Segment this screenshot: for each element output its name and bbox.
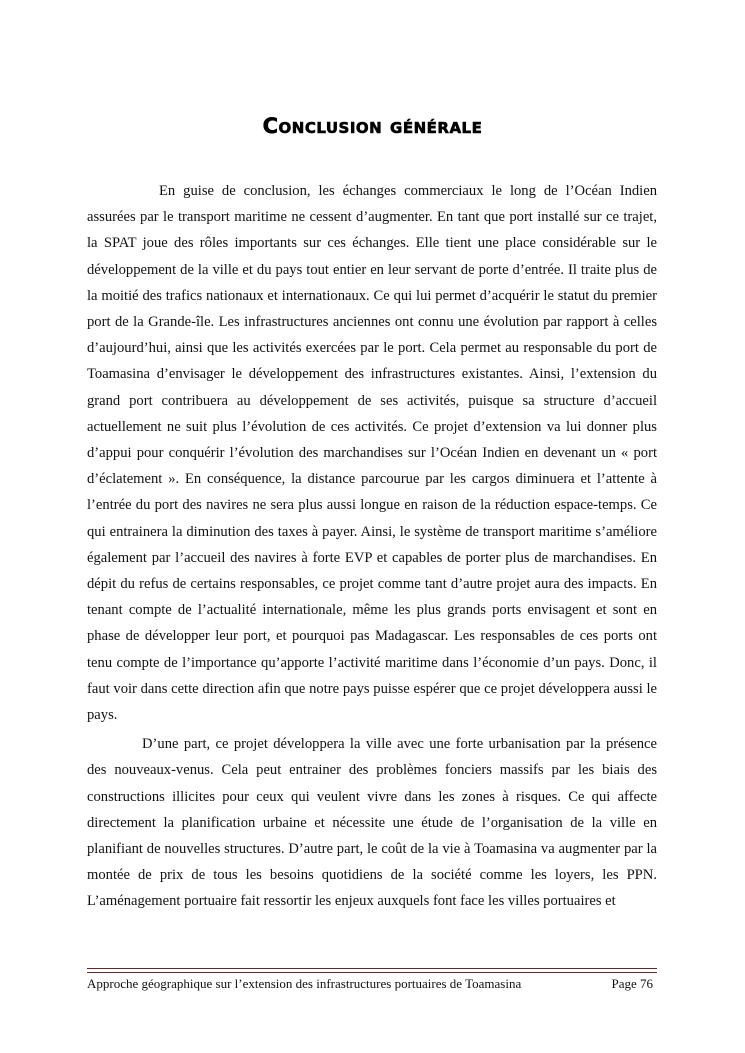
footer-running-title: Approche géographique sur l’extension des infrastructures portuaires de Toamasina [87, 976, 522, 991]
paragraph-1: En guise de conclusion, les échanges commerciaux le long de l’Océan Indien assurées par le transport maritime ne cessent d’augmenter. En tant que port installé sur ce trajet, la SPAT joue des rôles importants sur ces échanges. Elle tient une place considérable sur le développement de la ville et du pays tout entier en leur servant de porte d’entrée. Il traite plus de la moitié des trafics nationaux et internationaux. Ce qui lui permet d’acquérir le statut du premier port de la Grande-île. Les infrastructures anciennes ont connu une évolution par rapport à celles d’aujourd’hui, ainsi que les activités exercées par le port. Cela permet au responsable du port de Toamasina d’envisager le développement des infrastructures existantes. Ainsi, l’extension du grand port contribuera au développement de ses activités, puisque sa structure d’accueil actuellement ne suit plus l’évolution de ces activités. Ce projet d’extension va lui donner plus d’appui pour conquérir l’évolution des marchandises sur l’Océan Indien en devenant un « port d’éclatement ». En conséquence, la distance parcourue par les cargos diminuera et l’attente à l’entrée du port des navires ne sera plus aussi longue en raison de la réduction espace-temps. Ce qui entrainera la diminution des taxes à payer. Ainsi, le système de transport maritime s’améliore également par l’accueil des navires à forte EVP et capables de porter plus de marchandises. En dépit du refus de certains responsables, ce projet comme tant d’autre projet aura des impacts. En tenant compte de l’actualité internationale, même les plus grands ports envisagent et sont en phase de développer leur port, et pourquoi pas Madagascar. Les responsables de ces ports ont tenu compte de l’importance qu’apporte l’activité maritime dans l’économie d’un pays. Donc, il faut voir dans cette direction afin que notre pays puisse espérer que ce projet développera aussi le pays. [87, 183, 657, 724]
page-footer [87, 976, 657, 992]
body-text [87, 178, 657, 915]
page-title: Conclusion générale [262, 114, 483, 138]
paragraph-2: D’une part, ce projet développera la ville avec une forte urbanisation par la présence des nouveaux-venus. Cela peut entrainer des problèmes fonciers massifs par les biais des constructions illicites pour ceux qui veulent vivre dans les zones à risques. Ce qui affecte directement la planification urbaine et nécessite une étude de l’organisation de la ville en planifiant de nouvelles structures. D’autre part, le coût de la vie à Toamasina va augmenter par la montée de prix de tous les besoins quotidiens de la société comme les loyers, les PPN. L’aménagement portuaire fait ressortir les enjeux auxquels font face les villes portuaires et [87, 736, 657, 910]
page-number: Page 76 [611, 976, 653, 991]
footer-divider [87, 968, 657, 973]
